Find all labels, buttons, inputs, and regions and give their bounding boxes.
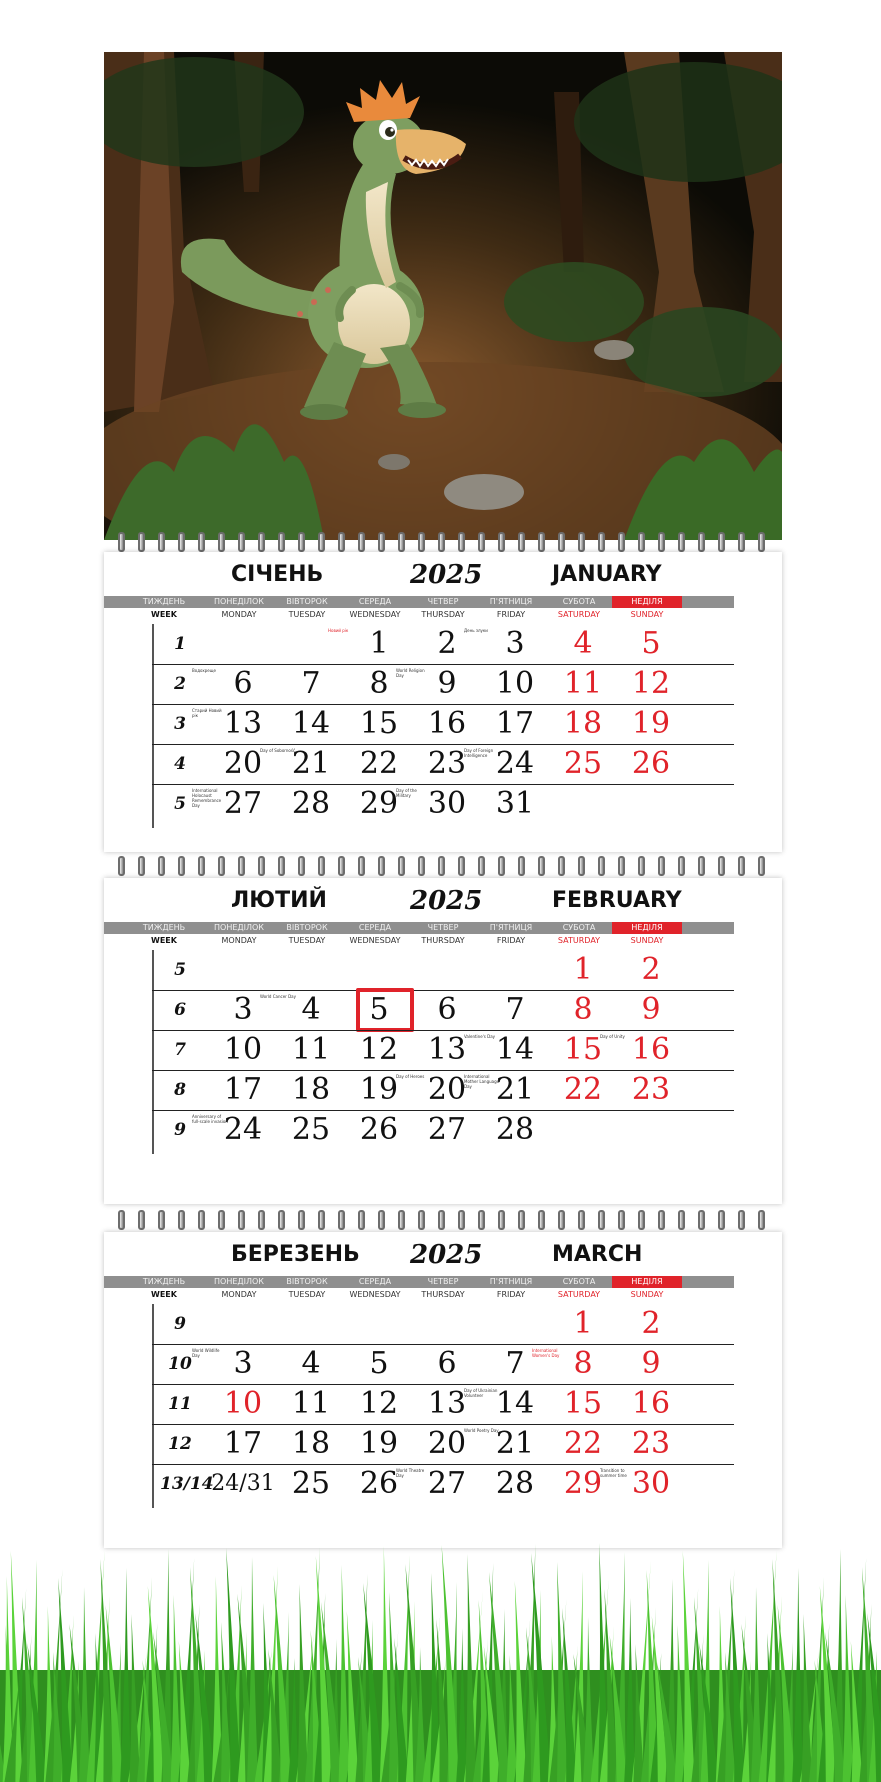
holiday-note: Day of Foreign Intelligence <box>464 748 494 758</box>
weekday-label-en: SUNDAY <box>630 1290 664 1299</box>
weekday-label-en: WEEK <box>151 1290 177 1299</box>
day-cell[interactable]: 31 <box>495 786 535 821</box>
day-cell[interactable]: 19 <box>359 1072 399 1107</box>
holiday-note: International Women's Day <box>532 1348 560 1358</box>
week-number: 10 <box>168 1354 192 1374</box>
weekday-label-ua: СУБОТА <box>562 597 596 606</box>
grass-blade <box>465 1554 476 1782</box>
day-cell[interactable]: 17 <box>223 1072 263 1107</box>
day-cell[interactable]: 9 <box>641 992 661 1027</box>
day-cell[interactable]: 17 <box>223 1426 263 1461</box>
weekday-label-en: THURSDAY <box>421 936 465 945</box>
weekday-label-ua: СЕРЕДА <box>358 923 392 932</box>
day-cell[interactable]: 9 <box>641 1346 661 1381</box>
weekday-label-ua: ТИЖДЕНЬ <box>142 597 186 606</box>
day-cell[interactable]: 30 <box>427 786 467 821</box>
day-cell[interactable]: 18 <box>291 1072 331 1107</box>
day-cell[interactable]: 12 <box>359 1032 399 1067</box>
day-cell[interactable]: 6 <box>233 666 253 701</box>
dinosaur-forest-picture <box>104 52 782 540</box>
weekday-label-ua: НЕДІЛЯ <box>612 1276 682 1288</box>
weekday-label-ua: ЧЕТВЕР <box>427 923 459 932</box>
holiday-note: World Cancer Day <box>260 994 296 999</box>
day-cell[interactable]: 12 <box>359 1386 399 1421</box>
day-cell[interactable]: 1 <box>369 626 389 661</box>
day-cell[interactable]: 8 <box>573 1346 593 1381</box>
day-cell[interactable]: 22 <box>563 1072 603 1107</box>
day-cell[interactable]: 9 <box>437 666 457 701</box>
weekday-label-en: FRIDAY <box>496 1290 526 1299</box>
day-cell[interactable]: 5 <box>641 626 661 661</box>
day-cell[interactable]: 28 <box>495 1112 535 1147</box>
day-cell[interactable]: 10 <box>223 1032 263 1067</box>
weekday-label-ua: СЕРЕДА <box>358 1277 392 1286</box>
weekday-label-ua: ТИЖДЕНЬ <box>142 1277 186 1286</box>
weekday-bar <box>104 596 734 608</box>
week-number: 1 <box>174 634 186 654</box>
day-cell[interactable]: 5 <box>369 992 389 1027</box>
day-cell[interactable]: 3 <box>233 992 253 1027</box>
weekday-label-en: SATURDAY <box>557 610 601 619</box>
weekday-label-ua: ЧЕТВЕР <box>427 1277 459 1286</box>
weekday-row-en <box>104 610 734 622</box>
weekday-label-en: WEDNESDAY <box>349 610 401 619</box>
holiday-note: Day of Unity <box>600 1034 625 1039</box>
holiday-note: Day of the Military <box>396 788 417 798</box>
grass-decoration <box>0 1520 881 1782</box>
day-cell[interactable]: 26 <box>359 1466 399 1501</box>
spiral-binding <box>104 1210 782 1232</box>
holiday-note: World Religion Day <box>396 668 425 678</box>
day-cell[interactable]: 22 <box>359 746 399 781</box>
day-cell[interactable]: 30 <box>631 1466 671 1501</box>
day-cell[interactable]: 7 <box>505 992 525 1027</box>
holiday-note: Transition to summer time <box>600 1468 627 1478</box>
day-cell[interactable]: 10 <box>223 1386 263 1421</box>
day-cell[interactable]: 14 <box>291 706 331 741</box>
weekday-label-en: SUNDAY <box>630 936 664 945</box>
weekday-label-en: WEEK <box>151 610 177 619</box>
weekday-label-en: TUESDAY <box>288 1290 326 1299</box>
weekday-label-ua: СУБОТА <box>562 923 596 932</box>
day-cell[interactable]: 23 <box>427 746 467 781</box>
day-cell[interactable]: 4 <box>301 1346 321 1381</box>
month-name-en: FEBRUARY <box>552 888 682 913</box>
wall-calendar <box>104 52 782 1548</box>
week-number: 12 <box>168 1434 192 1454</box>
weekday-label-ua: П'ЯТНИЦЯ <box>489 1277 533 1286</box>
day-cell[interactable]: 27 <box>427 1112 467 1147</box>
day-cell[interactable]: 3 <box>233 1346 253 1381</box>
weekday-label-en: TUESDAY <box>288 936 326 945</box>
weekday-label-en: THURSDAY <box>421 610 465 619</box>
week-column-divider <box>152 950 154 1154</box>
day-cell[interactable]: 10 <box>495 666 535 701</box>
day-cell[interactable]: 8 <box>369 666 389 701</box>
month-march <box>104 1232 782 1548</box>
day-cell[interactable]: 13 <box>427 1386 467 1421</box>
day-cell[interactable]: 11 <box>291 1032 331 1067</box>
day-cell[interactable]: 15 <box>359 706 399 741</box>
day-cell[interactable]: 1 <box>573 1306 593 1341</box>
day-cell[interactable]: 25 <box>291 1112 331 1147</box>
weekday-label-en: TUESDAY <box>288 610 326 619</box>
weekday-label-ua: ПОНЕДІЛОК <box>214 923 264 932</box>
month-header <box>104 878 782 922</box>
day-cell[interactable]: 7 <box>301 666 321 701</box>
holiday-note: Day of Soborność <box>260 748 296 753</box>
spiral-binding <box>104 532 782 554</box>
day-cell[interactable]: 4 <box>573 626 593 661</box>
month-name-en: MARCH <box>552 1242 643 1267</box>
week-column-divider <box>152 1304 154 1508</box>
weekday-label-ua: НЕДІЛЯ <box>612 596 682 608</box>
weekday-label-en: FRIDAY <box>496 936 526 945</box>
day-cell[interactable]: 26 <box>359 1112 399 1147</box>
day-cell[interactable]: 1 <box>573 952 593 987</box>
day-cell[interactable]: 24 <box>495 746 535 781</box>
day-cell[interactable]: 29 <box>563 1466 603 1501</box>
weekday-label-ua: ЧЕТВЕР <box>427 597 459 606</box>
weekday-label-ua: ВІВТОРОК <box>286 923 328 932</box>
day-cell[interactable]: 13 <box>427 1032 467 1067</box>
day-cell[interactable]: 14 <box>495 1386 535 1421</box>
weekday-label-en: WEDNESDAY <box>349 936 401 945</box>
day-cell[interactable]: 17 <box>495 706 535 741</box>
holiday-note: Valentine's Day <box>464 1034 496 1039</box>
day-cell[interactable]: 23 <box>631 1426 671 1461</box>
day-cell[interactable]: 15 <box>563 1386 603 1421</box>
day-cell[interactable]: 13 <box>223 706 263 741</box>
week-number: 13/14 <box>160 1474 214 1494</box>
day-cell[interactable]: 11 <box>291 1386 331 1421</box>
weekday-bar <box>104 1276 734 1288</box>
day-cell[interactable]: 2 <box>641 952 661 987</box>
weekday-label-ua: НЕДІЛЯ <box>612 922 682 934</box>
week-number: 5 <box>174 960 186 980</box>
weekday-label-ua: П'ЯТНИЦЯ <box>489 597 533 606</box>
weekday-label-en: FRIDAY <box>496 610 526 619</box>
day-cell[interactable]: 16 <box>427 706 467 741</box>
weekday-label-en: SATURDAY <box>557 1290 601 1299</box>
dinosaur-illustration <box>104 52 782 540</box>
day-cell[interactable]: 16 <box>631 1032 671 1067</box>
weekday-label-en: MONDAY <box>221 1290 257 1299</box>
weekday-row-en <box>104 936 734 948</box>
day-cell[interactable]: 11 <box>563 666 603 701</box>
weekday-label-en: MONDAY <box>221 610 257 619</box>
month-february <box>104 878 782 1204</box>
weekday-label-ua: П'ЯТНИЦЯ <box>489 923 533 932</box>
month-year: 2025 <box>410 560 483 590</box>
day-cell[interactable]: 24/31 <box>211 1471 275 1496</box>
weekday-bar <box>104 922 734 934</box>
day-cell[interactable]: 27 <box>223 786 263 821</box>
day-cell[interactable]: 2 <box>437 626 457 661</box>
weekday-label-en: THURSDAY <box>421 1290 465 1299</box>
day-cell[interactable]: 21 <box>495 1072 535 1107</box>
week-number: 3 <box>174 714 186 734</box>
weekday-label-en: SUNDAY <box>630 610 664 619</box>
holiday-note: Новий рік <box>328 628 349 633</box>
month-name-ua: ЛЮТИЙ <box>231 888 327 913</box>
week-number: 7 <box>174 1040 186 1060</box>
day-cell[interactable]: 20 <box>223 746 263 781</box>
day-cell[interactable]: 14 <box>495 1032 535 1067</box>
weekday-label-ua: ПОНЕДІЛОК <box>214 597 264 606</box>
week-number: 9 <box>174 1120 186 1140</box>
holiday-note: Водохреще <box>192 668 216 673</box>
month-header <box>104 552 782 596</box>
day-cell[interactable]: 19 <box>631 706 671 741</box>
day-cell[interactable]: 18 <box>291 1426 331 1461</box>
week-number: 4 <box>174 754 186 774</box>
month-january <box>104 552 782 852</box>
week-number: 2 <box>174 674 186 694</box>
weekday-label-ua: СУБОТА <box>562 1277 596 1286</box>
month-name-ua: БЕРЕЗЕНЬ <box>231 1242 360 1267</box>
month-name-ua: СІЧЕНЬ <box>231 562 324 587</box>
day-cell[interactable]: 25 <box>291 1466 331 1501</box>
day-cell[interactable]: 20 <box>427 1072 467 1107</box>
day-cell[interactable]: 25 <box>563 746 603 781</box>
day-cell[interactable]: 23 <box>631 1072 671 1107</box>
weekday-label-ua: ТИЖДЕНЬ <box>142 923 186 932</box>
day-cell[interactable]: 20 <box>427 1426 467 1461</box>
day-cell[interactable]: 16 <box>631 1386 671 1421</box>
day-cell[interactable]: 21 <box>291 746 331 781</box>
weekday-label-en: WEEK <box>151 936 177 945</box>
day-cell[interactable]: 22 <box>563 1426 603 1461</box>
day-cell[interactable]: 3 <box>505 626 525 661</box>
day-cell[interactable]: 28 <box>495 1466 535 1501</box>
holiday-note: International Mother Language Day <box>464 1074 500 1089</box>
day-cell[interactable]: 19 <box>359 1426 399 1461</box>
weekday-label-en: WEDNESDAY <box>349 1290 401 1299</box>
weekday-label-ua: ПОНЕДІЛОК <box>214 1277 264 1286</box>
day-cell[interactable]: 26 <box>631 746 671 781</box>
month-header <box>104 1232 782 1276</box>
day-cell[interactable]: 12 <box>631 666 671 701</box>
holiday-note: Старий Новий рік <box>192 708 222 718</box>
holiday-note: Day of Heroes <box>396 1074 425 1079</box>
month-year: 2025 <box>410 1240 483 1270</box>
holiday-note: День злуки <box>464 628 488 633</box>
weekday-row-en <box>104 1290 734 1302</box>
holiday-note: World Theatre Day <box>396 1468 425 1478</box>
day-cell[interactable]: 29 <box>359 786 399 821</box>
day-cell[interactable]: 15 <box>563 1032 603 1067</box>
day-cell[interactable]: 2 <box>641 1306 661 1341</box>
holiday-note: International Holocaust Remembrance Day <box>192 788 222 808</box>
week-number: 11 <box>168 1394 192 1414</box>
day-cell[interactable]: 8 <box>573 992 593 1027</box>
week-number: 8 <box>174 1080 186 1100</box>
week-number: 9 <box>174 1314 186 1334</box>
week-number: 5 <box>174 794 186 814</box>
holiday-note: Day of Ukrainian Volunteer <box>464 1388 498 1398</box>
spiral-binding <box>104 856 782 878</box>
day-cell[interactable]: 6 <box>437 992 457 1027</box>
day-cell[interactable]: 24 <box>223 1112 263 1147</box>
week-number: 6 <box>174 1000 186 1020</box>
holiday-note: Anniversary of full-scale invasion <box>192 1114 228 1124</box>
day-cell[interactable]: 21 <box>495 1426 535 1461</box>
holiday-note: World Wildlife Day <box>192 1348 220 1358</box>
today-highlight <box>356 988 414 1032</box>
grass-blade <box>247 1557 258 1782</box>
week-column-divider <box>152 624 154 828</box>
holiday-note: World Poetry Day <box>464 1428 499 1433</box>
weekday-label-ua: ВІВТОРОК <box>286 1277 328 1286</box>
day-cell[interactable]: 6 <box>437 1346 457 1381</box>
month-year: 2025 <box>410 886 483 916</box>
day-cell[interactable]: 4 <box>301 992 321 1027</box>
day-cell[interactable]: 7 <box>505 1346 525 1381</box>
weekday-label-ua: ВІВТОРОК <box>286 597 328 606</box>
weekday-label-ua: СЕРЕДА <box>358 597 392 606</box>
month-name-en: JANUARY <box>552 562 662 587</box>
day-cell[interactable]: 28 <box>291 786 331 821</box>
day-cell[interactable]: 18 <box>563 706 603 741</box>
day-cell[interactable]: 27 <box>427 1466 467 1501</box>
weekday-label-en: MONDAY <box>221 936 257 945</box>
day-cell[interactable]: 5 <box>369 1346 389 1381</box>
weekday-label-en: SATURDAY <box>557 936 601 945</box>
